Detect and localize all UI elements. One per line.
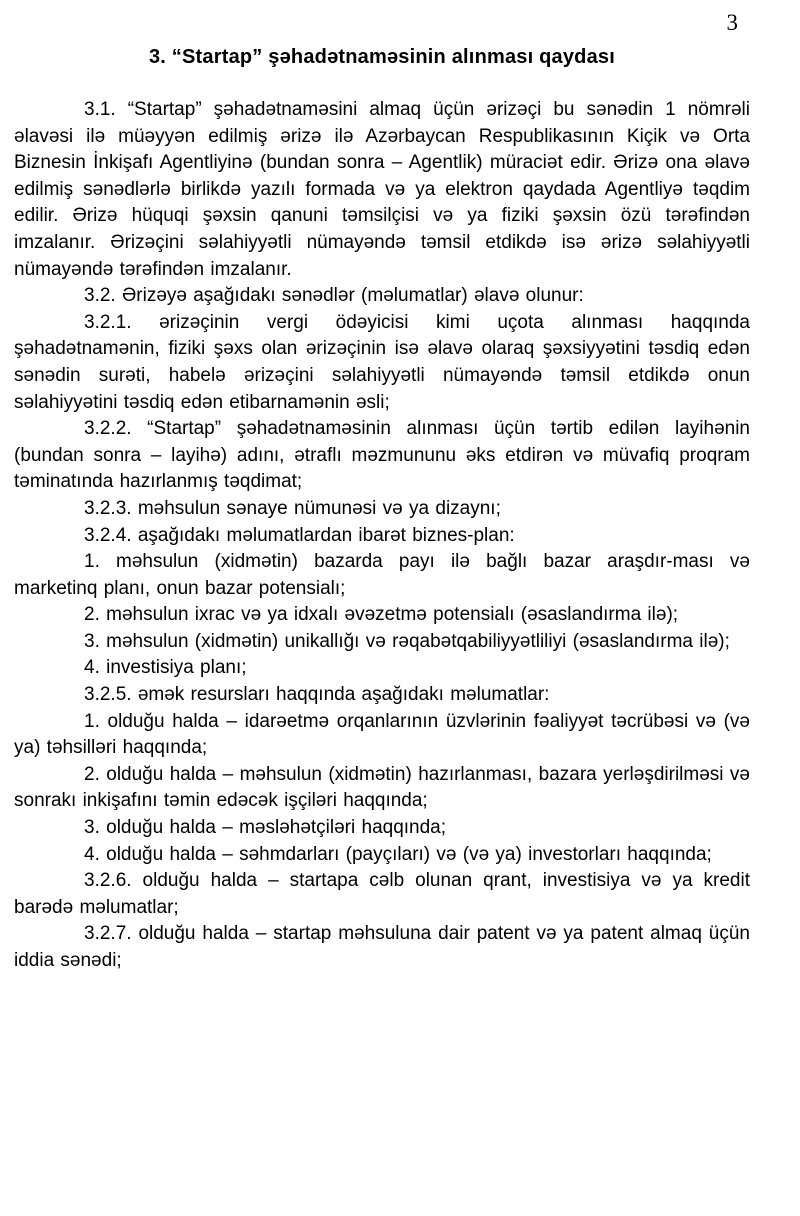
paragraph: 3.2. Ərizəyə aşağıdakı sənədlər (məlumatlar) əlavə olunur: — [84, 285, 584, 307]
paragraph: 3.2.6. olduğu halda – startapa cəlb olunan qrant, investisiya və ya kredit barədə məlumatlar; — [14, 870, 750, 918]
paragraph: 3.2.5. əmək resursları haqqında aşağıdakı məlumatlar: — [84, 684, 550, 706]
paragraph: 4. investisiya planı; — [84, 657, 247, 679]
page-number: 3 — [726, 10, 738, 35]
paragraph: 4. olduğu halda – səhmdarları (payçıları) və (və ya) investorları haqqında; — [84, 843, 712, 865]
paragraph: 3.1. “Startap” şəhadətnaməsini almaq üçün ərizəçi bu sənədin 1 nömrəli əlavəsi ilə müəyyən edilmiş ərizə ilə Azərbaycan Respublikasının Kiçik və Orta Biznesin İnkişafı Agentliyinə (bundan sonra – Agentlik) müraciət edir. Ərizə ona əlavə edilmiş sənədlərlə birlikdə yazılı formada və ya elektron qaydada Agentliyə təqdim edilir. Ərizə hüquqi şəxsin qanuni təmsilçisi və ya fiziki şəxsin özü tərəfindən imzalanır. Ərizəçini səlahiyyətli nümayəndə təmsil etdikdə isə ərizə səlahiyyətli nümayəndə tərəfindən imzalanır. — [14, 99, 750, 280]
paragraph: 3.2.1. ərizəçinin vergi ödəyicisi kimi uçota alınması haqqında şəhadətnamənin, fiziki şəxs olan ərizəçinin isə əlavə olaraq şəxsiyyətini təsdiq edən sənədin surəti, habelə ərizəçini səlahiyyətli nümayəndə təmsil etdikdə onun səlahiyyətini təsdiq edən etibarnamənin əsli; — [14, 311, 750, 413]
document-body — [14, 97, 750, 975]
paragraph: 3.2.4. aşağıdakı məlumatlardan ibarət biznes-plan: — [84, 524, 515, 546]
paragraph: 3.2.3. məhsulun sənaye nümunəsi və ya dizaynı; — [84, 497, 501, 519]
paragraph: 1. olduğu halda – idarəetmə orqanlarının üzvlərinin fəaliyyət təcrübəsi və (və ya) təhsilləri haqqında; — [14, 710, 750, 759]
paragraph: 1. məhsulun (xidmətin) bazarda payı ilə bağlı bazar araşdır-ması və marketinq planı, onun bazar potensialı; — [14, 551, 750, 599]
paragraph: 3. olduğu halda – məsləhətçiləri haqqında; — [84, 817, 447, 839]
paragraph: 3.2.7. olduğu halda – startap məhsuluna dair patent və ya patent almaq üçün iddia sənədi; — [14, 923, 750, 971]
paragraph: 3.2.2. “Startap” şəhadətnaməsinin alınması üçün tərtib edilən layihənin (bundan sonra – layihə) adını, ətraflı məzmununu əks etdirən və müvafiq proqram təminatında hazırlanmış təqdimat; — [14, 418, 750, 493]
paragraph: 2. məhsulun ixrac və ya idxalı əvəzetmə potensialı (əsaslandırma ilə); — [84, 604, 679, 626]
page-title: 3. “Startap” şəhadətnaməsinin alınması qaydası — [148, 46, 616, 68]
paragraph: 2. olduğu halda – məhsulun (xidmətin) hazırlanması, bazara yerləşdirilməsi və sonrakı inkişafını təmin edəcək işçiləri haqqında; — [14, 763, 750, 812]
paragraph: 3. məhsulun (xidmətin) unikallığı və rəqabətqabiliyyətliliyi (əsaslandırma ilə); — [84, 630, 730, 652]
